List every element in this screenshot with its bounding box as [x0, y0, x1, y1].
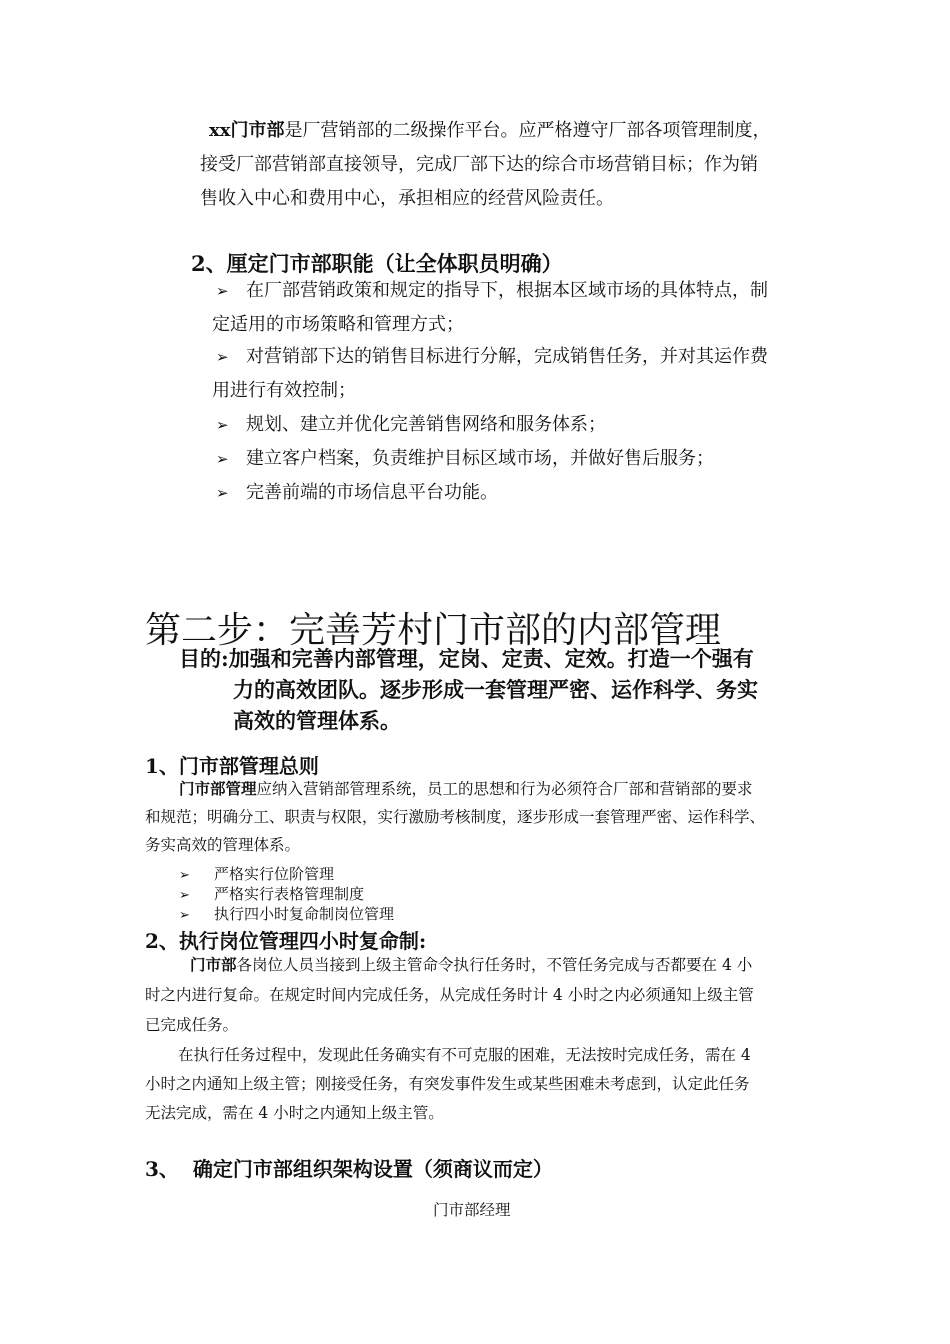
list-item: [216, 478, 498, 504]
fourhour-p2-line-1: 在执行任务过程中，发现此任务确实有不可克服的困难，无法按时完成任务，需在 4: [178, 1046, 751, 1064]
org-manager-label: 门市部经理: [433, 1201, 511, 1219]
purpose-line-2: 力的高效团队。逐步形成一套管理严密、运作科学、务实: [233, 677, 758, 702]
list-item-text: 规划、建立并优化完善销售网络和服务体系；: [246, 414, 606, 435]
list-item-cont: 定适用的市场策略和管理方式；: [212, 314, 464, 335]
general-strong: 门市部管理: [179, 779, 257, 798]
arrow-bullet-icon: ➢: [216, 416, 229, 434]
intro-text-1: 是厂营销部的二级操作平台。应严格遵守厂部各项管理制度，: [284, 120, 771, 141]
arrow-bullet-icon: ➢: [216, 450, 229, 468]
general-line-1: [179, 777, 753, 799]
list-item: [179, 903, 394, 924]
arrow-bullet-icon: ➢: [179, 908, 190, 923]
list-item: [216, 444, 714, 470]
arrow-bullet-icon: ➢: [216, 348, 229, 366]
list-item-text: 对营销部下达的销售目标进行分解，完成销售任务，并对其运作费: [246, 346, 768, 367]
list-item: [216, 410, 606, 436]
general-text-1: 应纳入营销部管理系统，员工的思想和行为必须符合厂部和营销部的要求: [256, 780, 753, 798]
arrow-bullet-icon: ➢: [179, 868, 190, 883]
intro-line-3: 售收入中心和费用中心，承担相应的经营风险责任。: [200, 188, 614, 209]
list-item: [179, 863, 334, 884]
fourhour-p1-line-2: 时之内进行复命。在规定时间内完成任务，从完成任务时计 4 小时之内必须通知上级主管: [145, 986, 754, 1004]
list-item-text: 完善前端的市场信息平台功能。: [246, 482, 498, 503]
section2-heading: 2、厘定门市部职能（让全体职员明确）: [191, 251, 563, 276]
fourhour-strong: 门市部: [190, 955, 237, 974]
list-item-text: 严格实行表格管理制度: [214, 885, 365, 903]
org-heading: 3、 确定门市部组织架构设置（须商议而定）: [145, 1157, 553, 1181]
list-item-text: 执行四小时复命制岗位管理: [214, 905, 395, 923]
intro-strong: xx门市部: [209, 120, 285, 141]
list-item-text: 建立客户档案，负责维护目标区域市场，并做好售后服务；: [246, 448, 714, 469]
fourhour-text-1: 各岗位人员当接到上级主管命令执行任务时，不管任务完成与否都要在 4 小: [236, 956, 753, 974]
arrow-bullet-icon: ➢: [216, 282, 229, 300]
list-item: [216, 276, 768, 302]
fourhour-p1-line-1: [190, 953, 752, 975]
step2-title: 第二步：完善芳村门市部的内部管理: [145, 610, 722, 651]
general-line-2: 和规范；明确分工、职责与权限，实行激励考核制度，逐步形成一套管理严密、运作科学、: [145, 808, 766, 826]
fourhour-p2-line-2: 小时之内通知上级主管；刚接受任务，有突发事件发生或某些困难未考虑到，认定此任务: [145, 1075, 750, 1093]
intro-line-1: [209, 114, 770, 148]
list-item-cont: 用进行有效控制；: [212, 380, 356, 401]
arrow-bullet-icon: ➢: [179, 888, 190, 903]
purpose-line-1: 目的:加强和完善内部管理，定岗、定责、定效。打造一个强有: [179, 646, 754, 671]
fourhour-p1-line-3: 已完成任务。: [145, 1016, 239, 1034]
list-item: [216, 342, 768, 368]
list-item-text: 在厂部营销政策和规定的指导下，根据本区域市场的具体特点，制: [246, 280, 768, 301]
arrow-bullet-icon: ➢: [216, 484, 229, 502]
intro-line-2: 接受厂部营销部直接领导，完成厂部下达的综合市场营销目标；作为销: [200, 154, 758, 175]
list-item-text: 严格实行位阶管理: [214, 865, 335, 883]
fourhour-heading: 2、执行岗位管理四小时复命制:: [145, 929, 427, 953]
purpose-line-3: 高效的管理体系。: [233, 708, 401, 733]
general-line-3: 务实高效的管理体系。: [145, 836, 301, 854]
fourhour-p2-line-3: 无法完成，需在 4 小时之内通知上级主管。: [145, 1104, 444, 1122]
list-item: [179, 883, 364, 904]
general-heading: 1、门市部管理总则: [145, 754, 319, 778]
